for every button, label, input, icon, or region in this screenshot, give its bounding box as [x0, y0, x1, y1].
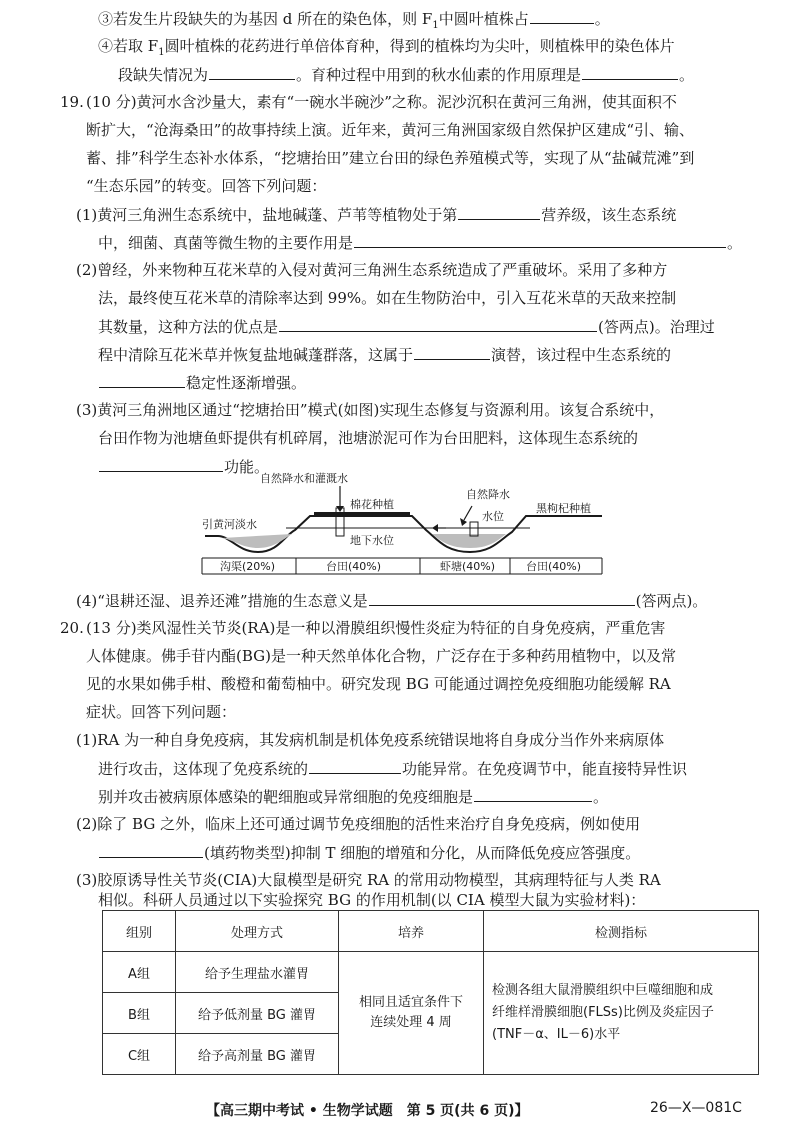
text: 。	[594, 10, 610, 28]
q19-part1-cont	[98, 232, 742, 253]
q18-sub4-cont	[118, 64, 694, 85]
experiment-table	[102, 910, 759, 1075]
treatment-cell: 给予生理盐水灌胃	[176, 952, 339, 993]
text: (1)黄河三角洲生态系统中，盐地碱蓬、芦苇等植物处于第	[76, 206, 458, 224]
answer-blank[interactable]	[354, 232, 726, 248]
label-yellow-river: 引黄河淡水	[202, 518, 257, 531]
q19-part2-2: 法，最终使互花米草的清除率达到 99%。如在生物防治中，引入互花米草的天敌来控制	[98, 289, 677, 307]
q20-part1-3	[98, 786, 608, 807]
text: 。	[727, 234, 743, 252]
text: 。育种过程中用到的秋水仙素的作用原理是	[296, 66, 582, 84]
text: 演替，该过程中生态系统的	[491, 346, 672, 364]
subscript: 1	[158, 47, 165, 58]
label-water-level: 水位	[482, 510, 504, 523]
q19-part2-1: (2)曾经，外来物种互花米草的入侵对黄河三角洲生态系统造成了严重破坏。采用了多种方	[76, 261, 668, 279]
q19-part2-4	[98, 344, 671, 365]
q20-number: 20.	[60, 619, 84, 637]
text: ④若取 F	[98, 37, 159, 55]
q20-part1-2	[98, 758, 687, 779]
text: 稳定性逐渐增强。	[186, 374, 307, 392]
table-header-row	[103, 911, 759, 952]
q19-part3-1: (3)黄河三角洲地区通过“挖塘抬田”模式(如图)实现生态修复与资源利用。该复合系统中，	[76, 401, 665, 419]
answer-blank[interactable]	[458, 204, 540, 220]
q19-part2-5	[98, 372, 306, 393]
arrow-head	[460, 518, 467, 526]
text: 连续处理 4 周	[370, 1015, 452, 1030]
culture-cell	[339, 952, 484, 1075]
q19-part4	[76, 590, 707, 611]
q19-part1	[76, 204, 676, 225]
answer-blank[interactable]	[279, 316, 597, 332]
segment-pond: 虾塘(40%)	[440, 560, 496, 573]
text: (TNF－α、IL－6)水平	[492, 1027, 621, 1042]
page-footer: 【高三期中考试 • 生物学试题 第 5 页(共 6 页)】	[206, 1103, 529, 1119]
text: 程中清除互花米草并恢复盐地碱蓬群落，这属于	[98, 346, 414, 364]
header-treatment: 处理方式	[176, 911, 339, 952]
subscript: 1	[432, 20, 439, 31]
text: 。	[679, 66, 695, 84]
q20-part3-1: (3)胶原诱导性关节炎(CIA)大鼠模型是研究 RA 的常用动物模型，其病理特征与人类 RA	[76, 871, 661, 889]
text: 其数量，这种方法的优点是	[98, 318, 279, 336]
answer-blank[interactable]	[582, 64, 678, 80]
pipe	[470, 522, 478, 536]
text: 圆叶植株的花药进行单倍体育种，得到的植株均为尖叶，则植株甲的染色体片	[164, 37, 675, 55]
treatment-cell: 给予高剂量 BG 灌胃	[176, 1034, 339, 1075]
group-cell: C组	[103, 1034, 176, 1075]
label-groundwater: 地下水位	[350, 534, 394, 547]
header-culture: 培养	[339, 911, 484, 952]
q19-part2-3	[98, 316, 715, 337]
text: 检测各组大鼠滑膜组织中巨噬细胞和成	[492, 983, 714, 998]
text: 中圆叶植株占	[438, 10, 529, 28]
answer-blank[interactable]	[99, 372, 185, 388]
answer-blank[interactable]	[530, 8, 594, 24]
text: 功能。	[224, 458, 270, 476]
q20-stem-2: 人体健康。佛手苷内酯(BG)是一种天然单体化合物，广泛存在于多种药用植物中，以及常	[86, 647, 676, 665]
header-group: 组别	[103, 911, 176, 952]
q19-part3-2: 台田作物为池塘鱼虾提供有机碎屑，池塘淤泥可作为台田肥料，这体现生态系统的	[98, 429, 639, 447]
label-cotton: 棉花种植	[350, 498, 394, 511]
arrow-head	[336, 506, 344, 512]
q20-stem-4: 症状。回答下列问题：	[86, 703, 237, 721]
q20-part1-1: (1)RA 为一种自身免疫病，其发病机制是机体免疫系统错误地将自身成分当作外来病原体	[76, 731, 665, 749]
arrow-rain	[464, 506, 472, 520]
text: 进行攻击，这体现了免疫系统的	[98, 760, 309, 778]
text: 中，细菌、真菌等微生物的主要作用是	[98, 234, 354, 252]
answer-blank[interactable]	[99, 842, 203, 858]
q19-stem-2: 断扩大，“沧海桑田”的故事持续上演。近年来，黄河三角洲国家级自然保护区建成“引、输、	[86, 121, 695, 139]
cotton-band	[314, 512, 410, 517]
pond-field-diagram	[200, 468, 606, 576]
answer-blank[interactable]	[369, 590, 635, 606]
arrow-head	[432, 524, 438, 532]
text: 段缺失情况为	[118, 66, 209, 84]
answer-blank[interactable]	[414, 344, 490, 360]
group-cell: B组	[103, 993, 176, 1034]
text: 别并攻击被病原体感染的靶细胞或异常细胞的免疫细胞是	[98, 788, 474, 806]
label-rain-irrigation: 自然降水和灌溉水	[260, 472, 348, 485]
q19-stem-4: “生态乐园”的转变。回答下列问题：	[86, 177, 327, 195]
table-row	[103, 952, 759, 993]
label-wolfberry: 黑枸杞种植	[536, 502, 591, 515]
label-rain: 自然降水	[466, 488, 510, 501]
text: (4)“退耕还湿、退养还滩”措施的生态意义是	[76, 592, 368, 610]
text: ③若发生片段缺失的为基因 d 所在的染色体，则 F	[98, 10, 433, 28]
segment-field-2: 台田(40%)	[526, 560, 582, 573]
q19-number: 19.	[60, 93, 84, 111]
answer-blank[interactable]	[474, 786, 592, 802]
segment-ditch: 沟渠(20%)	[220, 560, 276, 573]
segment-field-1: 台田(40%)	[326, 560, 382, 573]
treatment-cell: 给予低剂量 BG 灌胃	[176, 993, 339, 1034]
text: (答两点)。	[635, 592, 708, 610]
text: 功能异常。在免疫调节中，能直接特异性识	[402, 760, 688, 778]
text: 纤维样滑膜细胞(FLSs)比例及炎症因子	[492, 1005, 714, 1020]
measure-cell	[484, 952, 759, 1075]
text: (填药物类型)抑制 T 细胞的增殖和分化，从而降低免疫应答强度。	[204, 844, 641, 862]
text: 营养级，该生态系统	[541, 206, 677, 224]
text: 相同且适宜条件下	[358, 995, 463, 1010]
answer-blank[interactable]	[209, 64, 295, 80]
q20-part2-2	[98, 842, 640, 863]
group-cell: A组	[103, 952, 176, 993]
header-measure: 检测指标	[484, 911, 759, 952]
q20-stem-3: 见的水果如佛手柑、酸橙和葡萄柚中。研究发现 BG 可能通过调控免疫细胞功能缓解 RA	[86, 675, 671, 693]
q20-part2-1: (2)除了 BG 之外，临床上还可通过调节免疫细胞的活性来治疗自身免疫病，例如使用	[76, 815, 641, 833]
text: 。	[593, 788, 609, 806]
q18-sub3	[98, 8, 610, 36]
text: (答两点)。治理过	[598, 318, 715, 336]
q19-stem-1: (10 分)黄河水含沙量大，素有“一碗水半碗沙”之称。泥沙沉积在黄河三角洲，使其面积不	[86, 93, 677, 111]
q20-stem-1: (13 分)类风湿性关节炎(RA)是一种以滑膜组织慢性炎症为特征的自身免疫病，严重危害	[86, 619, 666, 637]
q18-sub4	[98, 36, 675, 63]
exam-code: 26—X—081C	[650, 1100, 742, 1116]
q20-part3-2: 相似。科研人员通过以下实验探究 BG 的作用机制(以 CIA 模型大鼠为实验材料)：	[98, 891, 646, 909]
answer-blank[interactable]	[309, 758, 401, 774]
q19-stem-3: 蓄、排”科学生态补水体系，“挖塘抬田”建立台田的绿色养殖模式等，实现了从“盐碱荒滩”到	[86, 149, 695, 167]
